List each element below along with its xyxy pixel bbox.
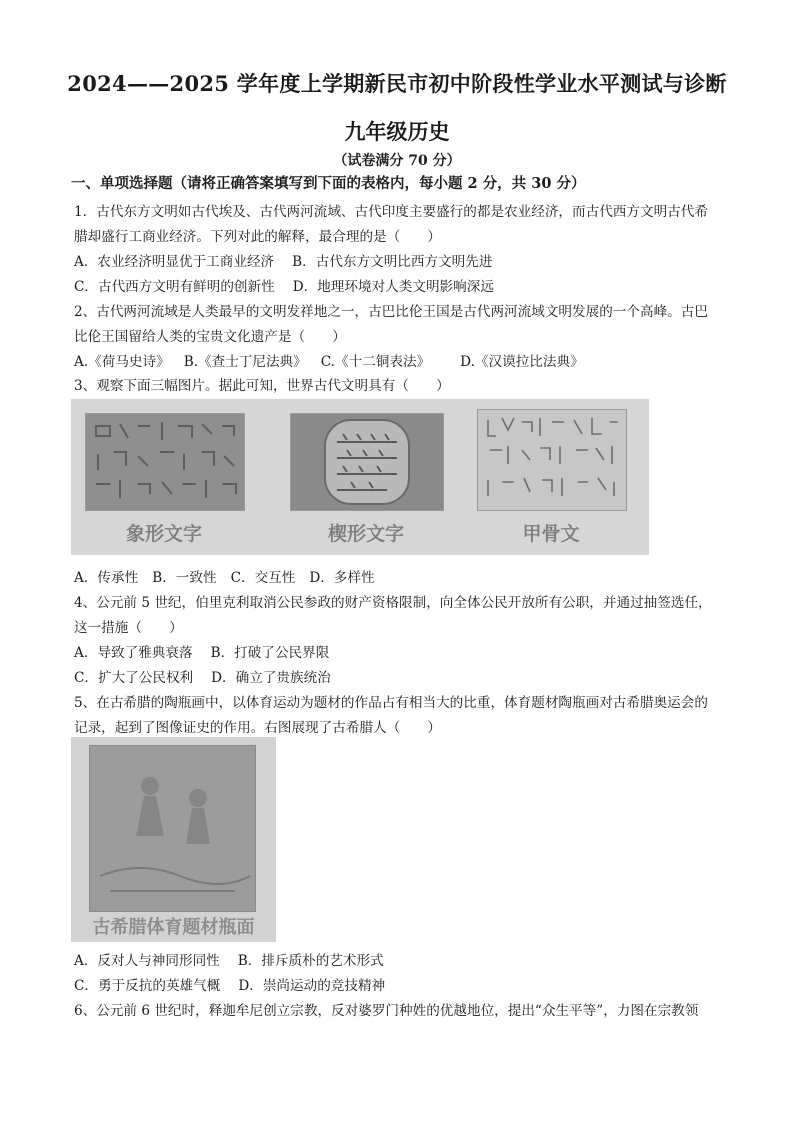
q2-option-a: A.《荷马史诗》: [74, 354, 170, 370]
section-title: 一、单项选择题（请将正确答案填写到下面的表格内，每小题 2 分，共 30 分）: [71, 175, 586, 192]
vase-painting-image: [89, 745, 256, 912]
oracle-bone-pattern: [478, 410, 626, 510]
cuneiform-tablet-image: [290, 413, 444, 511]
q1-option-c: C．古代西方文明有鲜明的创新性: [74, 279, 275, 295]
q5-option-c: C．勇于反抗的英雄气概: [74, 978, 221, 994]
caption-oracle-bone: 甲骨文: [522, 523, 580, 545]
q5-vase-image: [71, 737, 276, 942]
q4-option-b: B．打破了公民界限: [210, 645, 330, 661]
q1-option-b: B．古代东方文明比西方文明先进: [292, 254, 493, 270]
q3-options: [74, 566, 375, 586]
q2-option-c: C.《十二铜表法》: [320, 354, 431, 370]
q5-option-a: A．反对人与神同形同性: [74, 953, 220, 969]
q5-options-row2: [74, 974, 385, 994]
q1-options-row1: [74, 250, 492, 270]
q4-option-a: A．导致了雅典衰落: [74, 645, 193, 661]
q1-text-line2: 腊却盛行工商业经济。下列对此的解释，最合理的是（ ）: [74, 229, 442, 245]
caption-cuneiform: 楔形文字: [327, 523, 404, 545]
vase-painting-figures: [90, 746, 255, 911]
oracle-bone-image: [477, 409, 627, 511]
q1-option-d: D．地理环境对人类文明影响深远: [292, 279, 494, 295]
q4-options-row2: [74, 666, 331, 686]
exam-subject: 九年级历史: [344, 119, 450, 144]
vase-image-caption: 古希腊体育题材瓶面: [92, 917, 255, 938]
q3-scripts-image: [71, 399, 649, 555]
hieroglyph-pattern: [86, 414, 244, 510]
q4-text-line2: 这一措施（ ）: [74, 620, 183, 636]
q5-option-d: D．崇尚运动的竞技精神: [238, 978, 386, 994]
q2-text-line2: 比伦王国留给人类的宝贵文化遗产是（ ）: [74, 329, 346, 345]
q4-option-c: C．扩大了公民权利: [74, 670, 194, 686]
q2-option-b: B.《查士丁尼法典》: [183, 354, 307, 370]
caption-hieroglyph: 象形文字: [125, 523, 202, 545]
q1-text-line1: 1．古代东方文明如古代埃及、古代两河流域、古代印度主要盛行的都是农业经济，而古代西方文明古代希: [74, 204, 708, 220]
q4-option-d: D．确立了贵族统治: [211, 670, 331, 686]
q1-options-row2: [74, 275, 494, 295]
q4-text-line1: 4、公元前 5 世纪，伯里克利取消公民参政的财产资格限制，向全体公民开放所有公职，并通过抽签选任，: [74, 595, 712, 611]
exam-title: 2024——2025 学年度上学期新民市初中阶段性学业水平测试与诊断: [67, 71, 727, 96]
q6-text-line1: 6、公元前 6 世纪时，释迦牟尼创立宗教，反对婆罗门种姓的优越地位，提出“众生平等”，力图在宗教领: [74, 1003, 699, 1019]
hieroglyph-tablet-image: [85, 413, 245, 511]
score-note: （试卷满分 70 分）: [333, 153, 461, 169]
q5-options-row1: [74, 949, 384, 969]
cuneiform-pattern: [291, 414, 443, 510]
q2-text-line1: 2、古代两河流域是人类最早的文明发祥地之一，古巴比伦王国是古代两河流域文明发展的一个高峰。古巴: [74, 304, 708, 320]
q5-text-line1: 5、在古希腊的陶瓶画中，以体育运动为题材的作品占有相当大的比重，体育题材陶瓶画对古希腊奥运会的: [74, 695, 708, 711]
q3-option-b: B．一致性: [152, 570, 217, 586]
q5-option-b: B．排斥质朴的艺术形式: [237, 953, 384, 969]
q1-option-a: A．农业经济明显优于工商业经济: [74, 254, 275, 270]
q3-option-a: A．传承性: [74, 570, 139, 586]
q5-text-line2: 记录，起到了图像证史的作用。右图展现了古希腊人（ ）: [74, 720, 442, 736]
q3-text-line1: 3、观察下面三幅图片。据此可知，世界古代文明具有（ ）: [74, 378, 450, 394]
q3-option-c: C．交互性: [230, 570, 296, 586]
q4-options-row1: [74, 641, 329, 661]
q3-option-d: D．多样性: [309, 570, 375, 586]
q2-option-d: D.《汉谟拉比法典》: [460, 354, 584, 370]
q2-options: [74, 350, 584, 370]
